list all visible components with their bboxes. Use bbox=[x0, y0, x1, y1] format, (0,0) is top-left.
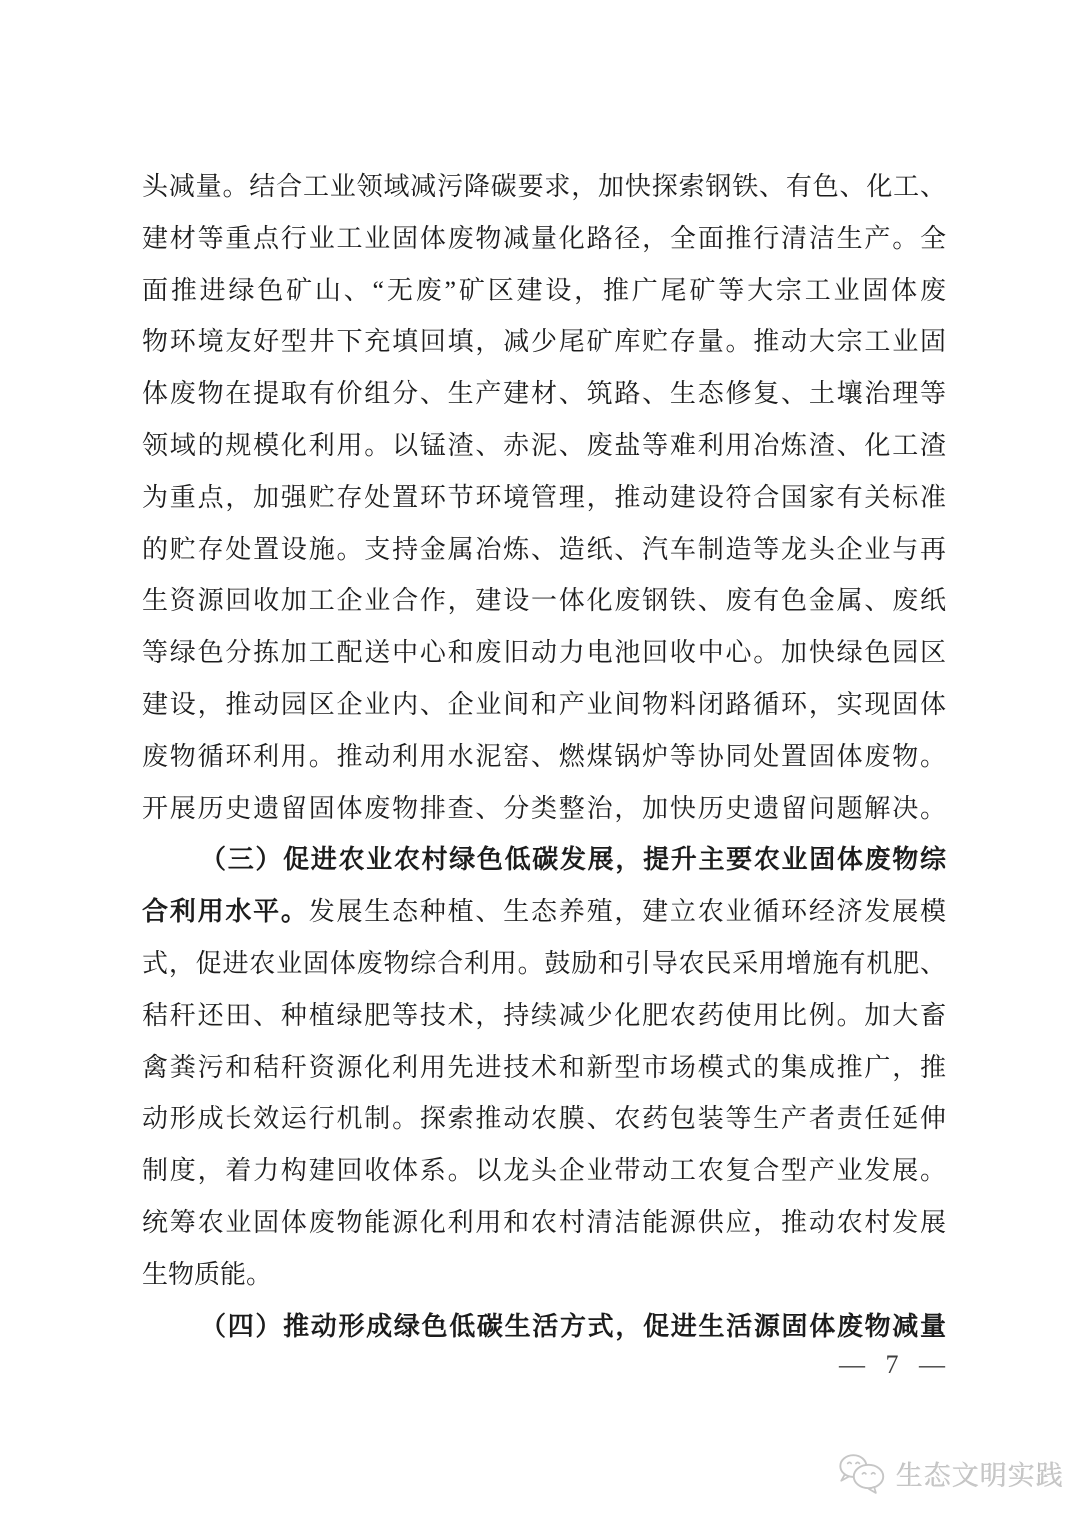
body-text-segment: 为重点，加强贮存处置环节环境管理，推动建设符合国家有关标准 bbox=[142, 482, 946, 512]
body-text-segment: 式，促进农业固体废物综合利用。鼓励和引导农民采用增施有机肥、 bbox=[142, 948, 946, 978]
body-text-segment: 废物循环利用。推动利用水泥窑、燃煤锅炉等协同处置固体废物。 bbox=[142, 741, 946, 771]
body-text-segment: 的贮存处置设施。支持金属冶炼、造纸、汽车制造等龙头企业与再 bbox=[142, 534, 946, 564]
document-line bbox=[142, 886, 946, 938]
body-text-segment: 建材等重点行业工业固体废物减量化路径，全面推行清洁生产。全 bbox=[142, 223, 946, 253]
document-line bbox=[142, 731, 946, 783]
body-text-segment: 开展历史遗留固体废物排查、分类整治，加快历史遗留问题解决。 bbox=[142, 793, 946, 823]
body-text-segment: 生物质能。 bbox=[142, 1259, 273, 1289]
document-line bbox=[142, 368, 946, 420]
heading-text-segment: （三）促进农业农村绿色低碳发展，提升主要农业固体废物综 bbox=[200, 845, 946, 875]
body-text-segment: 头减量。结合工业领域减污降碳要求，加快探索钢铁、有色、化工、 bbox=[142, 172, 946, 201]
body-text-segment: 制度，着力构建回收体系。以龙头企业带动工农复合型产业发展。 bbox=[142, 1156, 946, 1186]
heading-text-segment: （四）推动形成绿色低碳生活方式，促进生活源固体废物减量 bbox=[200, 1311, 946, 1341]
text-block bbox=[142, 161, 946, 1352]
body-text-segment: 禽粪污和秸秆资源化利用先进技术和新型市场模式的集成推广，推 bbox=[142, 1052, 946, 1082]
document-line bbox=[142, 161, 946, 213]
document-line bbox=[142, 1301, 946, 1353]
document-line bbox=[142, 627, 946, 679]
body-text-segment: 建设，推动园区企业内、企业间和产业间物料闭路循环，实现固体 bbox=[142, 689, 946, 719]
document-line bbox=[142, 679, 946, 731]
body-text-segment: 物环境友好型井下充填回填，减少尾矿库贮存量。推动大宗工业固 bbox=[142, 327, 946, 357]
document-line bbox=[142, 265, 946, 317]
body-text-segment: 体废物在提取有价组分、生产建材、筑路、生态修复、土壤治理等 bbox=[142, 379, 946, 409]
watermark bbox=[836, 1450, 1064, 1496]
body-text-segment: 统筹农业固体废物能源化利用和农村清洁能源供应，推动农村发展 bbox=[142, 1207, 946, 1237]
page-number: — 7 — bbox=[839, 1350, 945, 1379]
document-line bbox=[142, 1249, 946, 1301]
document-line bbox=[142, 1042, 946, 1094]
body-text-segment: 面推进绿色矿山、“无废”矿区建设，推广尾矿等大宗工业固体废 bbox=[142, 275, 946, 305]
body-text-segment: 秸秆还田、种植绿肥等技术，持续减少化肥农药使用比例。加大畜 bbox=[142, 1000, 946, 1030]
document-line bbox=[142, 990, 946, 1042]
document-line bbox=[142, 420, 946, 472]
body-text-segment: 等绿色分拣加工配送中心和废旧动力电池回收中心。加快绿色园区 bbox=[142, 638, 946, 668]
document-line bbox=[142, 472, 946, 524]
document-line bbox=[142, 1093, 946, 1145]
document-line bbox=[142, 213, 946, 265]
wechat-icon bbox=[836, 1450, 888, 1496]
document-line bbox=[142, 1197, 946, 1249]
document-line bbox=[142, 316, 946, 368]
document-line bbox=[142, 1145, 946, 1197]
body-text-segment: 领域的规模化利用。以锰渣、赤泥、废盐等难利用冶炼渣、化工渣 bbox=[142, 430, 946, 460]
body-text-segment: 动形成长效运行机制。探索推动农膜、农药包装等生产者责任延伸 bbox=[142, 1104, 946, 1134]
document-line bbox=[142, 575, 946, 627]
document-line bbox=[142, 783, 946, 835]
heading-text-segment: 合利用水平。 bbox=[142, 897, 309, 927]
document-line bbox=[142, 938, 946, 990]
body-text-segment: 发展生态种植、生态养殖，建立农业循环经济发展模 bbox=[308, 897, 946, 927]
watermark-text: 生态文明实践 bbox=[896, 1460, 1064, 1491]
document-line bbox=[142, 834, 946, 886]
document-line bbox=[142, 524, 946, 576]
body-text-segment: 生资源回收加工企业合作，建设一体化废钢铁、废有色金属、废纸 bbox=[142, 586, 946, 616]
